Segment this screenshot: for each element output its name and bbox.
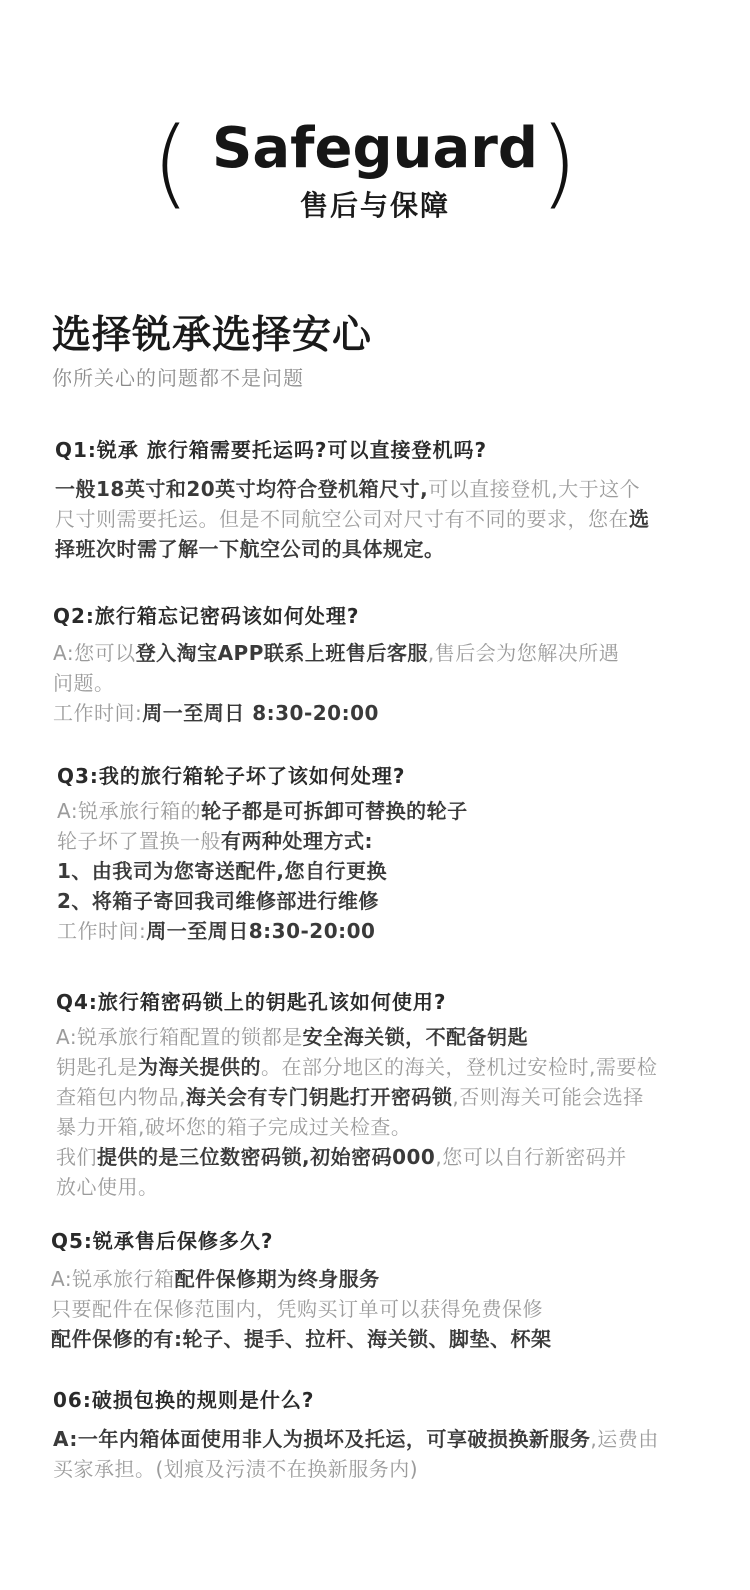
answer-text: A:锐承旅行箱配置的锁都是 <box>56 1025 303 1049</box>
left-parenthesis: ( <box>152 107 190 219</box>
faq-question: Q2:旅行箱忘记密码该如何处理? <box>53 604 360 628</box>
answer-line <box>53 638 619 668</box>
answer-emphasis: 轮子都是可拆卸可替换的轮子 <box>201 799 468 823</box>
answer-text: ,您可以自行新密码并 <box>435 1145 627 1169</box>
answer-line <box>55 534 650 564</box>
answer-emphasis: 2、将箱子寄回我司维修部进行维修 <box>57 889 379 913</box>
answer-emphasis: A:一年内箱体面使用非人为损坏及托运，可享破损换新服务 <box>53 1427 591 1451</box>
answer-line <box>53 1424 659 1454</box>
answer-line <box>56 1172 657 1202</box>
answer-line <box>51 1264 552 1294</box>
faq-question: Q5:锐承售后保修多久? <box>51 1229 274 1253</box>
answer-text: 可以直接登机,大于这个 <box>428 477 641 501</box>
faq-answer <box>57 796 468 946</box>
answer-emphasis: 海关会有专门钥匙打开密码锁 <box>185 1085 453 1109</box>
answer-line <box>56 1052 657 1082</box>
faq-question: 06:破损包换的规则是什么? <box>53 1388 315 1412</box>
answer-text: A:锐承旅行箱的 <box>57 799 202 823</box>
answer-text: 放心使用。 <box>56 1175 159 1199</box>
answer-text: ,售后会为您解决所遇 <box>427 641 620 665</box>
answer-emphasis: 为海关提供的 <box>138 1055 261 1079</box>
answer-emphasis: 1、由我司为您寄送配件,您自行更换 <box>57 859 388 883</box>
answer-text: 。在部分地区的海关，登机过安检时,需要检 <box>261 1055 658 1079</box>
answer-emphasis: 安全海关锁，不配备钥匙 <box>302 1025 529 1049</box>
section-subtitle: 你所关心的问题都不是问题 <box>52 366 304 390</box>
answer-text: 我们 <box>56 1145 97 1169</box>
brand-subtitle: 售后与保障 <box>299 189 450 222</box>
answer-text: 轮子坏了置换一般 <box>57 829 221 853</box>
right-parenthesis: ) <box>540 107 578 219</box>
faq-question: Q3:我的旅行箱轮子坏了该如何处理? <box>57 764 406 788</box>
answer-text: ,运费由 <box>590 1427 659 1451</box>
answer-line <box>53 668 619 698</box>
answer-line <box>53 698 619 728</box>
faq-answer <box>55 474 650 564</box>
answer-emphasis: 择班次时需了解一下航空公司的具体规定。 <box>55 537 445 561</box>
answer-text: 工作时间: <box>57 919 147 943</box>
answer-line <box>57 886 468 916</box>
answer-line <box>57 916 468 946</box>
answer-text: 钥匙孔是 <box>56 1055 138 1079</box>
answer-emphasis: 配件保修的有:轮子、提手、拉杆、海关锁、脚垫、杯架 <box>51 1327 552 1351</box>
answer-line <box>53 1454 659 1484</box>
faq-question: Q4:旅行箱密码锁上的钥匙孔该如何使用? <box>56 990 447 1014</box>
faq-answer <box>56 1022 657 1202</box>
answer-emphasis: 周一至周日8:30-20:00 <box>146 919 376 943</box>
answer-line <box>56 1022 657 1052</box>
answer-text: 暴力开箱,破坏您的箱子完成过关检查。 <box>56 1115 412 1139</box>
answer-line <box>55 504 650 534</box>
brand-title: Safeguard <box>212 116 538 181</box>
answer-emphasis: 选 <box>629 507 650 531</box>
answer-line <box>57 796 468 826</box>
answer-line <box>56 1142 657 1172</box>
answer-line <box>57 826 468 856</box>
answer-text: 买家承担。(划痕及污渍不在换新服务内) <box>53 1457 419 1481</box>
answer-text: 尺寸则需要托运。但是不同航空公司对尺寸有不同的要求，您在 <box>55 507 629 531</box>
answer-line <box>56 1082 657 1112</box>
answer-text: 查箱包内物品, <box>56 1085 186 1109</box>
answer-text: 问题。 <box>53 671 115 695</box>
safeguard-header <box>0 108 750 228</box>
answer-line <box>51 1294 552 1324</box>
answer-text: 工作时间: <box>53 701 143 725</box>
answer-emphasis: 提供的是三位数密码锁,初始密码000 <box>97 1145 436 1169</box>
faq-answer <box>53 638 619 728</box>
answer-text: ,否则海关可能会选择 <box>452 1085 644 1109</box>
answer-emphasis: 一般18英寸和20英寸均符合登机箱尺寸, <box>55 477 429 501</box>
answer-text: A:锐承旅行箱 <box>51 1267 175 1291</box>
answer-line <box>56 1112 657 1142</box>
answer-emphasis: 登入淘宝APP联系上班售后客服 <box>135 641 428 665</box>
faq-answer <box>51 1264 552 1354</box>
answer-line <box>57 856 468 886</box>
faq-answer <box>53 1424 659 1484</box>
answer-emphasis: 有两种处理方式: <box>221 829 373 853</box>
answer-text: 只要配件在保修范围内，凭购买订单可以获得免费保修 <box>51 1297 543 1321</box>
faq-question: Q1:锐承 旅行箱需要托运吗?可以直接登机吗? <box>55 438 488 462</box>
answer-emphasis: 配件保修期为终身服务 <box>174 1267 380 1291</box>
answer-text: A:您可以 <box>53 641 136 665</box>
answer-emphasis: 周一至周日 8:30-20:00 <box>142 701 379 725</box>
answer-line <box>55 474 650 504</box>
answer-line <box>51 1324 552 1354</box>
section-title: 选择锐承选择安心 <box>52 313 373 358</box>
